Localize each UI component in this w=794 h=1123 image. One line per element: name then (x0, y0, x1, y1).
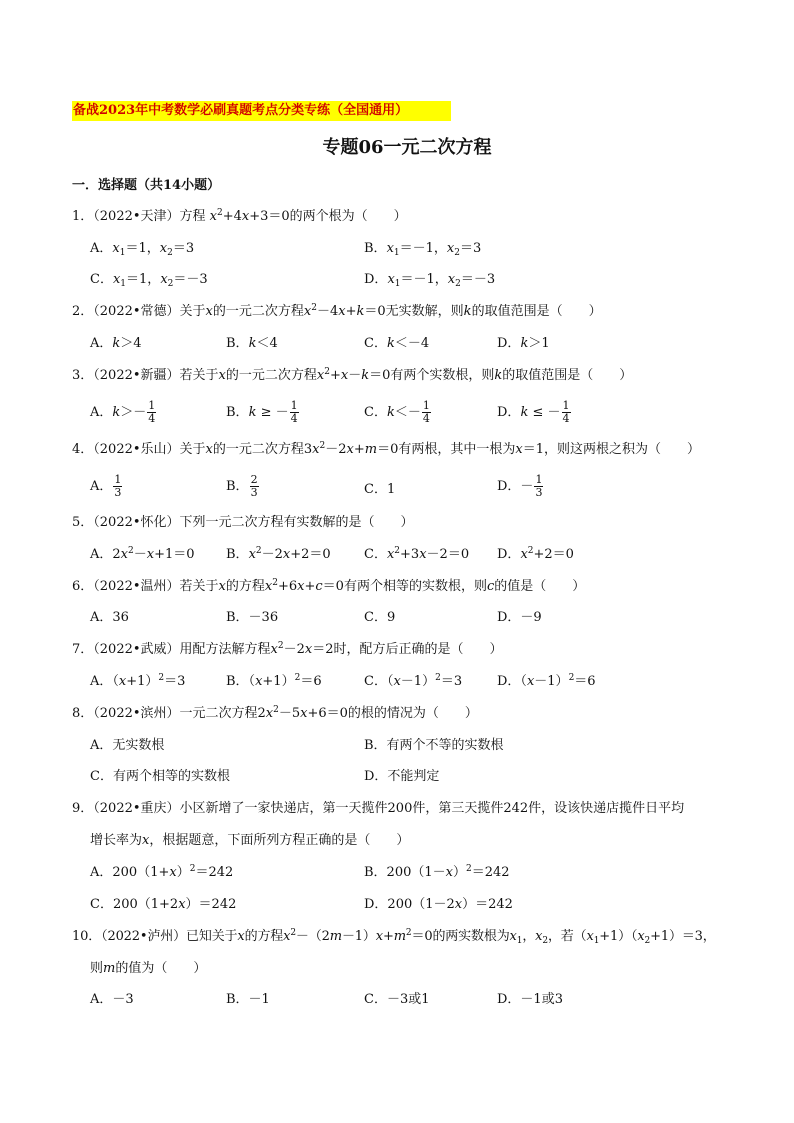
question-5-option-a: A．$2x^2-x+1=0$ (90, 546, 195, 562)
question-2-option-c: C．k＜－4 (364, 336, 430, 351)
question-2-option-b: B．k＜4 (226, 336, 278, 351)
question-4-option-b: B． $\frac{2}{3}$ (226, 473, 258, 499)
series-banner: 备战2023年中考数学必刷真题考点分类专练（全国通用） (72, 101, 451, 121)
question-8-option-a: A．无实数根 (90, 738, 165, 753)
question-10-stem: 10．（2022•泸州）已知关于x的方程$x^2-(2m-1)x+m^2=0$的两实数根为$x_1$，$x_2$，若$(x_1+1)(x_2+1)=3$， (72, 928, 716, 946)
question-9-option-a: A．$200(1+x)^2=242$ (90, 864, 234, 880)
question-5-option-b: B．$x^2-2x+2=0$ (226, 546, 331, 562)
question-9-option-c: C．200（1+2x）＝242 (90, 897, 237, 912)
question-6-option-b: B．－36 (226, 610, 279, 625)
fraction: $\frac{1}{4}$ (148, 399, 156, 425)
fraction: $\frac{1}{3}$ (114, 473, 122, 499)
question-1-option-c: C．$x_1=1$，$x_2=-3$ (90, 272, 208, 289)
question-7-option-b: B．$(x+1)^2=6$ (226, 673, 322, 689)
fraction: $\frac{1}{4}$ (290, 399, 298, 425)
question-5-stem: 5．（2022•怀化）下列一元二次方程有实数解的是（ ） (72, 515, 414, 530)
question-10-option-b: B．－1 (226, 992, 270, 1007)
question-2-option-d: D．k＞1 (497, 336, 550, 351)
question-10-option-a: A．－3 (90, 992, 134, 1007)
question-4-option-d: D．－ $\frac{1}{3}$ (497, 473, 543, 499)
fraction: $\frac{1}{4}$ (562, 399, 570, 425)
question-10-stem-continued: 则m的值为（ ） (90, 961, 207, 976)
question-3-stem: 3．（2022•新疆）若关于x的一元二次方程$x^2+x-k=0$有两个实数根，则k的取值范围是（ ） (72, 367, 633, 383)
question-2-stem: 2．（2022•常德）关于x的一元二次方程$x^2-4x+k=0$无实数解，则k的取值范围是（ ） (72, 303, 602, 319)
question-7-option-d: D．$(x-1)^2=6$ (497, 673, 596, 689)
question-1-option-a: A．$x_1=1$，$x_2=3$ (90, 241, 195, 258)
question-7-stem: 7．（2022•武威）用配方法解方程$x^2-2x=2$时，配方后正确的是（ ） (72, 641, 503, 657)
question-6-option-a: A．36 (90, 610, 129, 625)
question-10-option-c: C．－3或1 (364, 992, 430, 1007)
question-5-option-c: C．$x^2+3x-2=0$ (364, 546, 470, 562)
question-8-option-c: C．有两个相等的实数根 (90, 769, 230, 784)
question-7-option-c: C．$(x-1)^2=3$ (364, 673, 463, 689)
question-10-option-d: D．－1或3 (497, 992, 563, 1007)
question-2-option-a: A．k＞4 (90, 336, 142, 351)
question-5-option-d: D．$x^2+2=0$ (497, 546, 574, 562)
fraction: $\frac{1}{3}$ (535, 473, 543, 499)
question-8-option-d: D．不能判定 (364, 769, 440, 784)
fraction: $\frac{2}{3}$ (250, 473, 258, 499)
question-9-option-d: D．200（1－2x）＝242 (364, 897, 513, 912)
question-3-option-d: D．k ≤ － $\frac{1}{4}$ (497, 399, 570, 425)
section-heading: 一．选择题（共14小题） (72, 178, 221, 193)
question-9-stem: 9．（2022•重庆）小区新增了一家快递店，第一天揽件200件，第三天揽件242件，设该快递店揽件日平均 (72, 801, 685, 816)
question-6-option-c: C．9 (364, 610, 396, 625)
question-4-stem: 4．（2022•乐山）关于x的一元二次方程$3x^2-2x+m=0$有两根，其中一根为x＝1，则这两根之积为（ ） (72, 441, 700, 457)
question-3-option-c: C．k＜－ $\frac{1}{4}$ (364, 399, 430, 425)
question-9-stem-continued: 增长率为x，根据题意，下面所列方程正确的是（ ） (90, 833, 410, 848)
question-1-option-d: D．$x_1=-1$，$x_2=-3$ (364, 272, 496, 289)
question-9-option-b: B．$200(1-x)^2=242$ (364, 864, 510, 880)
question-6-stem: 6．（2022•温州）若关于x的方程$x^2+6x+c=0$有两个相等的实数根，则c的值是（ ） (72, 578, 586, 594)
page-title: 专题06一元二次方程 (322, 137, 492, 158)
question-1-stem: 1．（2022•天津）方程 $x^2+4x+3=0$的两个根为（ ） (72, 208, 407, 224)
fraction: $\frac{1}{4}$ (422, 399, 430, 425)
question-4-option-a: A． $\frac{1}{3}$ (90, 473, 122, 499)
question-6-option-d: D．－9 (497, 610, 542, 625)
question-3-option-a: A．k＞－ $\frac{1}{4}$ (90, 399, 156, 425)
question-7-option-a: A．$(x+1)^2=3$ (90, 673, 186, 689)
question-1-option-b: B．$x_1=-1$，$x_2=3$ (364, 241, 482, 258)
question-8-stem: 8．（2022•滨州）一元二次方程$2x^2-5x+6=0$的根的情况为（ ） (72, 705, 478, 721)
question-8-option-b: B．有两个不等的实数根 (364, 738, 504, 753)
question-4-option-c: C．1 (364, 482, 396, 497)
question-3-option-b: B．k ≥ － $\frac{1}{4}$ (226, 399, 298, 425)
